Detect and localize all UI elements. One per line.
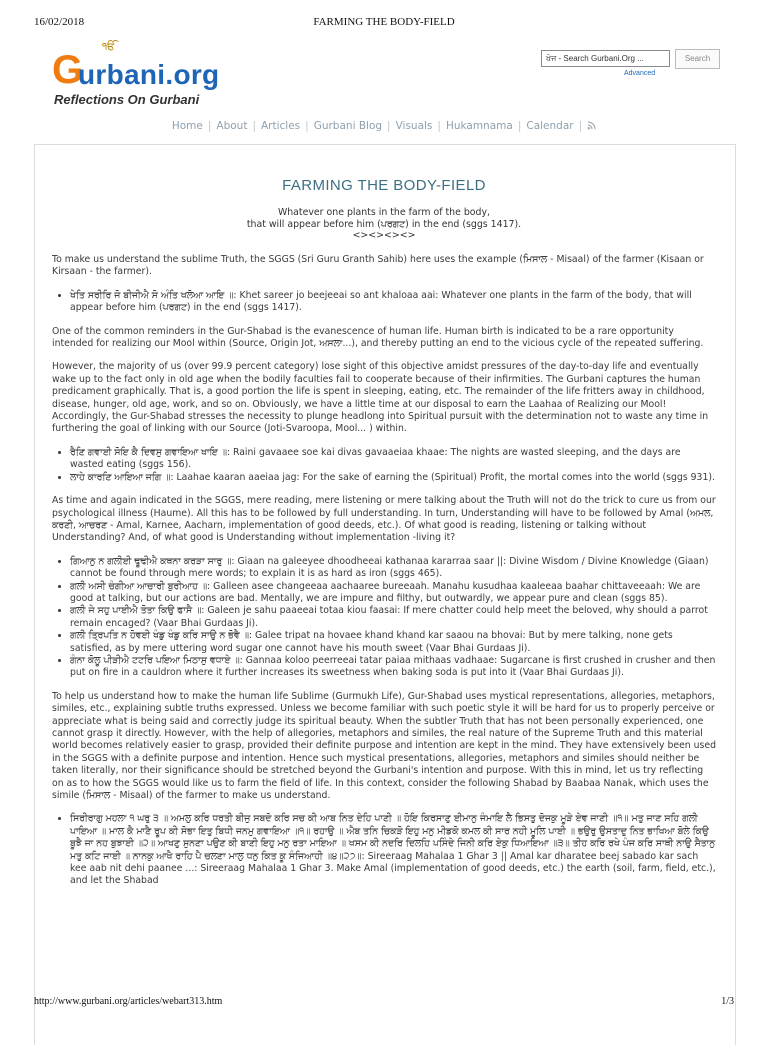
advanced-search-link[interactable]: Advanced [624, 70, 656, 77]
nav-hukamnama[interactable]: Hukamnama [445, 120, 513, 132]
quote-list [52, 813, 716, 887]
paragraph: However, the majority of us (over 99.9 percent category) lose sight of this objective amidst pressures of the day-to-day life and eventually wake up to the fact only in old age when the bodily faculties fail to cooperate because of their infirmities. The Gurbani captures the human predicament graphically. That is, a good portion the life is spent in sleeping, eating, etc. The remainder of the life fritters away in childhood, disease, hunger, old age, work, and so on. Obviously, we have a little time at our disposal to earn the Laahaa of Realizing our Mool! Accordingly, the Gur-Shabad stresses the necessity to plunge headlong into Spiritual pursuit with the determination not to waste any time in furthering the goal of linking with our Source (Joti-Svaroopa, Mool... ) within. [52, 361, 709, 435]
epigraph-line: that will appear before him (ਪਰਗਟ) in the end (sggs 1417). [246, 218, 522, 230]
nav-separator: | [305, 120, 309, 132]
nav-separator: | [517, 120, 522, 132]
nav-articles[interactable]: Articles [261, 120, 301, 132]
quote-list [52, 447, 716, 484]
logo-wordmark: urbani.org [78, 59, 220, 90]
search-button[interactable]: Search [675, 49, 720, 69]
quote-list [52, 556, 716, 680]
nav-separator: | [387, 120, 391, 132]
search-input[interactable]: ਖੋਜ - Search Gurbani.Org ... [541, 50, 670, 67]
quote-item: • ਸਿਰੀਰਾਗੁ ਮਹਲਾ ੧ ਘਰੁ ੩ ॥ ਅਮਲੁ ਕਰਿ ਧਰਤੀ ਬੀਜੁ ਸਬਦੋ ਕਰਿ ਸਚ ਕੀ ਆਬ ਨਿਤ ਦੇਹਿ ਪਾਣੀ ॥ ਹੋਇ ਕਿਰਸਾਣੁ ਈਮਾਨੁ ਜੰਮਾਇ ਲੈ ਭਿਸਤੁ ਦੋਜਕੁ ਮੂੜੇ ਏਵ ਜਾਣੀ ॥੧॥ ਮਤੁ ਜਾਣ ਸਹਿ ਗਲੀ ਪਾਇਆ ॥ ਮਾਲ ਕੈ ਮਾਣੈ ਰੂਪ ਕੀ ਸੋਭਾ ਇਤੁ ਬਿਧੀ ਜਨਮੁ ਗਵਾਇਆ ॥੧॥ ਰਹਾਉ ॥ ਐਬ ਤਨਿ ਚਿਕੜੋ ਇਹੁ ਮਨੁ ਮੀਡਕੋ ਕਮਲ ਕੀ ਸਾਰ ਨਹੀ ਮੂਲਿ ਪਾਈ ॥ ਭਉਰੁ ਉਸਤਾਦੁ ਨਿਤ ਭਾਖਿਆ ਬੋਲੇ ਕਿਉ ਬੂਝੈ ਜਾ ਨਹ ਬੁਝਾਈ ॥੨॥ ਆਖਣੁ ਸੁਨਣਾ ਪਉਣ ਕੀ ਬਾਣੀ ਇਹੁ ਮਨੁ ਰਤਾ ਮਾਇਆ ॥ ਖਸਮ ਕੀ ਨਦਰਿ ਦਿਲਹਿ ਪਸਿੰਦੇ ਜਿਨੀ ਕਰਿ ਏਕੁ ਧਿਆਇਆ ॥੩॥ ਤੀਹ ਕਰਿ ਰਖੇ ਪੰਜ ਕਰਿ ਸਾਥੀ ਨਾਉ ਸੈਤਾਨੁ ਮਤੁ ਕਟਿ ਜਾਈ ॥ ਨਾਨਕੁ ਆਖੈ ਰਾਹਿ ਪੈ ਚਲਣਾ ਮਾਲੁ ਧਨੁ ਕਿਤ ਕੂ ਸੰਜਿਆਹੀ ॥੪॥੨੭॥: Sireeraag Mahalaa 1 Ghar 3 || Amal kar dharatee beej sabado kar sach kee aab nit dehi paanee ...: Sireeraag Mahalaa 1 Ghar 3. Make Amal (implementation of good deeds, etc.) the earth (soil, farm, field, etc.), and let the Shabad [70, 813, 716, 887]
epigraph-line: <><><><> [352, 230, 416, 241]
quote-item: • ਗੰਨਾ ਕੋਲੂ ਪੀੜੀਐ ਟਟਰਿ ਪਇਆ ਮਿਠਾਸੁ ਵਧਾਏ ॥: Gannaa koloo peerreeai tatar paiaa mithaas vadhaae: Sugarcane is first crushed in crusher and then put on fire in a cauldron where it further increases its sweetness when baking soda is put into it (Vaar Bhai Gurdaas Ji). [70, 655, 716, 680]
article-body [52, 254, 716, 899]
nav-separator: | [578, 120, 583, 132]
quote-item: • ਗਿਆਨੁ ਨ ਗਲੀਈ ਢੂਢੀਐ ਕਥਨਾ ਕਰੜਾ ਸਾਰੁ ॥: Giaan na galeeyee dhoodheeai kathanaa kararraa saar ||: Divine Wisdom / Divine Knowledge (Giaan) cannot be found through mere words; to explain it is as hard as iron (sggs 465). [70, 556, 716, 581]
rss-icon[interactable] [587, 120, 596, 132]
nav-about[interactable]: About [216, 120, 248, 132]
print-url: http://www.gurbani.org/articles/webart313.htm [34, 996, 223, 1007]
quote-item: • ਲਾਹੇ ਕਾਰਣਿ ਆਇਆ ਜਗਿ ॥: Laahae kaaran aaeiaa jag: For the sake of earning the (Spiritual) Profit, the mortal comes into the world (sggs 931). [70, 472, 716, 484]
nav-calendar[interactable]: Calendar [526, 120, 574, 132]
quote-item: • ਗਲੀ ਜੇ ਸਹੁ ਪਾਈਐ ਤੋਤਾ ਕਿਉ ਫਾਸੈ ॥: Galeen je sahu paaeeai totaa kiou faasai: If mere chatter could help meet the beloved, why should a parrot remain encaged? (Vaar Bhai Gurdaas Ji). [70, 605, 716, 630]
nav-separator: | [437, 120, 441, 132]
article-title: FARMING THE BODY-FIELD [282, 177, 486, 194]
site-logo[interactable] [52, 40, 252, 106]
quote-item: • ਗਲੀ ਤ੍ਰਿਪਤਿ ਨ ਹੋਵਈ ਖੰਡੁ ਖੰਡੁ ਕਰਿ ਸਾਉ ਨ ਭੋਵੈ ॥: Galee tripat na hovaee khand khand kar saaou na bhovai: But by mere talking, none gets satisfied, as by mere uttering word sugar one cannot have his mouth sweet (Vaar Bhai Gurdaas Ji). [70, 630, 716, 655]
quote-item: • ਖੇਤਿ ਸਰੀਰਿ ਜੋ ਬੀਜੀਐ ਸੋ ਅੰਤਿ ਖਲੋਆ ਆਇ ॥: Khet sareer jo beejeeai so ant khaloaa aai: Whatever one plants in the farm of the body, that will appear before him (ਪਰਗਟ) in the end (sggs 1417). [70, 290, 716, 315]
print-title: FARMING THE BODY-FIELD [313, 16, 455, 28]
nav-visuals[interactable]: Visuals [395, 120, 433, 132]
nav-gurbani-blog[interactable]: Gurbani Blog [313, 120, 383, 132]
quote-item: • ਰੈਣਿ ਗਵਾਈ ਸੋਇ ਕੈ ਦਿਵਸੁ ਗਵਾਇਆ ਖਾਇ ॥: Raini gavaaee soe kai divas gavaaeiaa khaae: The nights are wasted sleeping, and the days are wasted eating (sggs 156). [70, 447, 716, 472]
paragraph: As time and again indicated in the SGGS, mere reading, mere listening or mere talking about the Truth will not do the trick to cure us from our psychological illness (Haume). All this has to be followed by full understanding. In turn, Understanding will have to be followed by Amal (ਅਮਲ, ਕਰਣੀ, ਆਚਰਣ - Amal, Karnee, Aacharn, implementation of good deeds, etc.). Of what good is reading, listening or talking without Understanding? And, of what good is Understanding without implementation -living it? [52, 495, 716, 544]
quote-list [52, 290, 716, 315]
logo-letter-g: G [52, 48, 84, 92]
nav-separator: | [207, 120, 212, 132]
print-date: 16/02/2018 [34, 16, 85, 28]
quote-item: • ਗਲੀ ਅਸੀ ਚੰਗੀਆ ਆਚਾਰੀ ਬੁਰੀਆਹ ॥: Galleen asee changeeaa aachaaree bureeaah. Manahu kusudhaa kaaleeaa baahar chittaveeaah: We are good at talking, but our actions are bad. Mentally, we are impure and filthy, but outwardly, we appear pure and clean (sggs 85). [70, 581, 716, 606]
epigraph-line: Whatever one plants in the farm of the body, [277, 207, 491, 218]
logo-tagline: Reflections On Gurbani [54, 92, 200, 107]
khanda-icon: ੴ [102, 40, 116, 53]
epigraph [34, 207, 734, 242]
nav-home[interactable]: Home [171, 120, 203, 132]
paragraph: One of the common reminders in the Gur-Shabad is the evanescence of human life. Human birth is indicated to be a rare opportunity intended for realizing our Mool within (Source, Origin Jot, ਅਸਲਾ...), and thereby putting an end to the vicious cycle of the repeated suffering. [52, 325, 704, 350]
print-page-number: 1/3 [721, 996, 734, 1007]
nav-separator: | [252, 120, 256, 132]
main-nav [34, 120, 734, 132]
paragraph: To help us understand how to make the human life Sublime (Gurmukh Life), Gur-Shabad uses mystical representations, allegories, metaphors, similes, etc., explaining subtle truths expressed. Unless we become familiar with such poetic style it will be hard for us to properly perceive or appreciate what is being said and correctly judge its spiritual beauty. When the subtler Truth that has not been personally experienced, one cannot grasp it directly. However, with the help of allegories, metaphors and similes, the real nature of the Supreme Truth and this material world becomes relatively easier to grasp, provided their definite purpose and intention are kept in the mind. They have extensively been used in the SGGS with a definite purpose and intention. Hence such mystical presentations, allegories, metaphors and similes should neither be taken literally, nor their significance should be stretched beyond the Gurbani's intention and purpose. With this in mind, let us try reflecting on as to how the SGGS would like us to farm the field of life. In this context, consider the following Shabad by Baabaa Nanak, which uses the simile (ਮਿਸਾਲ - Misaal) of the farmer to make us understand. [52, 690, 717, 802]
paragraph: To make us understand the sublime Truth, the SGGS (Sri Guru Granth Sahib) here uses the example (ਮਿਸਾਲ - Misaal) of the farmer (Kisaan or Kirsaan - the farmer). [52, 254, 704, 278]
